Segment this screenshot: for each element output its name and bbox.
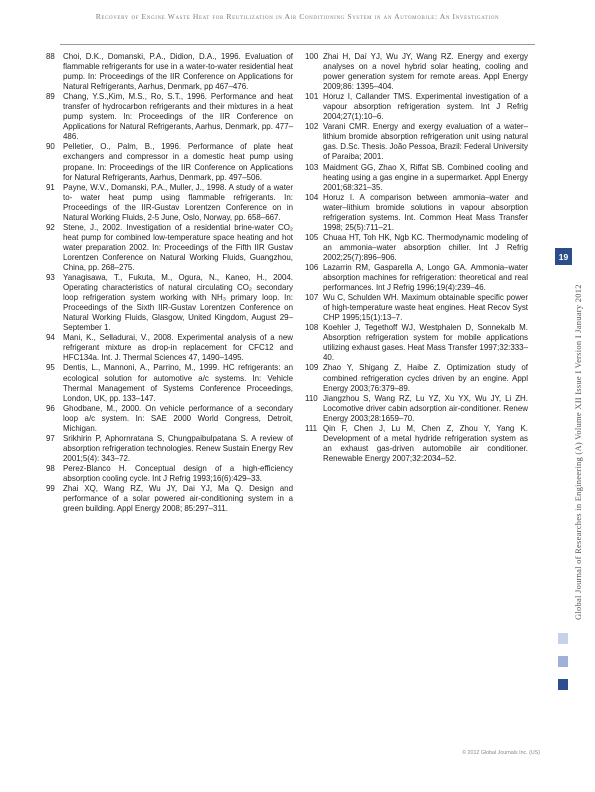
reference-text: Pelletier, O., Palm, B., 1996. Performance of plate heat exchangers and compressor in a domestic heat pump using propane. In: Proceedings of the IIR Conference on Applications for Natural Refrigerants, Aarhus, Denmark, pp. 497–506.	[63, 142, 293, 182]
reference-text: Dentis, L., Mannoni, A., Parrino, M., 1999. HC refrigerants: an ecological solution for automotive a/c systems. In: Vehicle Thermal Management of Systems Conference Proceedings, London, UK, pp. 133–147.	[63, 363, 293, 403]
reference-text: Maidment GG, Zhao X, Riffat SB. Combined cooling and heating using a gas engine in a supermarket. Appl Energy 2001;68:321–35.	[323, 162, 528, 192]
reference-number: 100	[305, 52, 319, 61]
references-left-column	[46, 52, 293, 514]
reference-entry	[46, 223, 293, 273]
reference-text: Jiangzhou S, Wang RZ, Lu YZ, Xu YX, Wu JY, Li ZH. Locomotive driver cabin adsorption air-conditioner. Renew Energy 2003;28:1659–70.	[323, 393, 528, 423]
reference-entry	[46, 484, 293, 514]
header-rule	[60, 44, 535, 45]
reference-number: 103	[305, 162, 319, 172]
reference-number: 98	[46, 463, 55, 473]
reference-entry	[46, 273, 293, 333]
reference-text: Horuz I. A comparison between ammonia–water and water–lithium bromide solutions in vapour absorption refrigeration systems. Int. Common Heat Mass Transfer 1998; 25(5):711–21.	[323, 192, 528, 232]
reference-number: 110	[305, 393, 318, 403]
reference-entry	[305, 263, 528, 293]
reference-entry	[46, 464, 293, 484]
reference-number: 108	[305, 323, 319, 333]
reference-text: Srikhirin P, Aphornratana S, Chungpaibulpatana S. A review of absorption refrigeration technologies. Renew Sustain Energy Rev 2001;5(4): 343–72.	[63, 433, 293, 463]
reference-number: 91	[46, 182, 55, 192]
reference-text: Yanagisawa, T., Fukuta, M., Ogura, N., Kaneo, H., 2004. Operating characteristics of natural circulating CO₂ secondary loop refrigeration system working with NH₃ primary loop. In: Proceedings of the Sixth IIR-Gustav Lorentzen Conference on Natural Working Fluids, Glasgow, United Kingdom, August 29– September 1.	[63, 273, 293, 333]
reference-text: Zhai H, Daí YJ, Wu JY, Wang RZ. Energy and exergy analyses on a novel hybrid solar heating, cooling and power generation system for remote areas. Appl Energy 2009;86: 1395–404.	[323, 52, 528, 92]
reference-number: 93	[46, 273, 55, 283]
reference-entry	[305, 92, 528, 122]
reference-text: Wu C, Schulden WH. Maximum obtainable specific power of high-temperature waste heat engines. Heat Recov Syst CHP 1995;15(1):13–7.	[323, 293, 528, 323]
reference-number: 105	[305, 232, 319, 242]
reference-text: Chang, Y.S.,Kim, M.S., Ro, S.T., 1996. Performance and heat transfer of hydrocarbon refrigerants and their mixtures in a heat pump system. In: Proceedings of the IIR Conference on Applications for Natural Refrigerants, Aarhus, Denmark, pp. 477–486.	[63, 92, 293, 142]
page-number-badge: 19	[555, 248, 572, 265]
references-right-column	[305, 52, 528, 464]
reference-entry	[46, 183, 293, 223]
reference-number: 104	[305, 192, 319, 202]
reference-entry	[305, 293, 528, 323]
reference-number: 88	[46, 52, 55, 61]
reference-text: Koehler J, Tegethoff WJ, Westphalen D, Sonnekalb M. Absorption refrigeration system for mobile applications utilizing exhaust gases. Heat Mass Transfer 1997;32:333–40.	[323, 323, 528, 363]
reference-text: Horuz I, Callander TMS. Experimental investigation of a vapour absorption refrigeration system. Int J Refrig 2004;27(1):10–6.	[323, 92, 528, 122]
reference-text: Zhao Y, Shigang Z, Haibe Z. Optimization study of combined refrigeration cycles driven by an engine. Appl Energy 2003;76:379–89.	[323, 363, 528, 393]
reference-text: Lazarrin RM, Gasparella A, Longo GA. Ammonia–water absorption machines for refrigeration: theoretical and real performances. Int J Refrig 1996;19(4):239–46.	[323, 262, 528, 293]
reference-text: Varani CMR. Energy and exergy evaluation of a water–lithium bromide absorption refrigeration unit using natural gas. D.Sc. Thesis. João Pessoa, Brazil: Federal University of Paraiba; 2001.	[323, 122, 528, 162]
reference-entry	[46, 404, 293, 434]
reference-number: 107	[305, 293, 319, 303]
reference-entry	[305, 122, 528, 162]
reference-text: Ghodbane, M., 2000. On vehicle performance of a secondary loop a/c system. In: SAE 2000 World Congress, Detroit, Michigan.	[63, 403, 293, 433]
reference-number: 97	[46, 433, 55, 443]
reference-text: Chuaa HT, Toh HK, Ngb KC. Thermodynamic modeling of an ammonia–water absorption chiller. Int J Refrig 2002;25(7):896–906.	[323, 232, 528, 262]
reference-entry	[305, 394, 528, 424]
reference-number: 106	[305, 262, 319, 272]
reference-entry	[46, 434, 293, 464]
reference-text: Choi, D.K., Domanski, P.A., Didion, D.A., 1996. Evaluation of flammable refrigerants for use in a water-to-water residential heat pump. In: Proceedings of the IIR Conference on Applications for Natural Refrigerants, Aarhus, Denmark, pp 467–476.	[63, 52, 293, 92]
reference-number: 109	[305, 363, 319, 373]
reference-number: 90	[46, 142, 55, 152]
decorative-square-light	[558, 633, 568, 644]
reference-text: Qin F, Chen J, Lu M, Chen Z, Zhou Y, Yang K. Development of a metal hydride refrigeration system as an exhaust gas-driven automobile air conditioner. Renewable Energy 2007;32:2034–52.	[323, 423, 528, 463]
decorative-square-mid	[558, 656, 568, 667]
reference-number: 95	[46, 363, 55, 373]
reference-entry	[46, 333, 293, 363]
reference-number: 89	[46, 92, 55, 102]
reference-entry	[46, 142, 293, 182]
decorative-square-dark	[558, 679, 568, 690]
reference-entry	[46, 92, 293, 142]
reference-entry	[305, 163, 528, 193]
reference-entry	[46, 363, 293, 403]
reference-number: 102	[305, 122, 319, 132]
reference-entry	[305, 424, 528, 464]
reference-entry	[305, 52, 528, 92]
reference-number: 94	[46, 333, 55, 343]
reference-entry	[305, 323, 528, 363]
reference-entry	[305, 363, 528, 393]
running-header: Recovery of Engine Waste Heat for Reutilization in Air Conditioning System in an Automobile: An Investigation	[95, 12, 500, 21]
footer-copyright: © 2012 Global Journals Inc. (US)	[462, 750, 540, 756]
reference-text: Payne, W.V., Domanski, P.A., Muller, J., 1998. A study of a water to- water heat pump using flammable refrigerants. In: Proceedings of the IIR-Gustav Lorentzen Conference on in Natural Working Fluids, 2-5 June, Oslo, Norway, pp. 658–667.	[63, 182, 293, 222]
reference-entry	[46, 52, 293, 92]
reference-entry	[305, 233, 528, 263]
reference-number: 96	[46, 403, 55, 413]
reference-text: Zhai XQ, Wang RZ, Wu JY, Dai YJ, Ma Q. Design and performance of a solar powered air-conditioning system in a green building. Appl Energy 2008; 85:297–311.	[63, 484, 293, 514]
reference-text: Stene, J., 2002. Investigation of a residential brine-water CO₂ heat pump for combined low-temperature space heating and hot water preparation 2002. In: Proceedings of the Fifth IIR Gustav Lorentzen Conference on Natural Working Fluids, Guangzhou, China, pp. 268–275.	[63, 222, 293, 272]
journal-info-vertical: Global Journal of Researches in Engineering (A) Volume XII Issue I Version I January 2012	[573, 284, 583, 620]
reference-text: Perez-Blanco H. Conceptual design of a high-efficiency absorption cooling cycle. Int J Refrig 1993;16(6):429–33.	[63, 463, 293, 483]
reference-entry	[305, 193, 528, 233]
reference-number: 99	[46, 484, 55, 494]
reference-text: Mani, K., Selladurai, V., 2008. Experimental analysis of a new refrigerant mixture as drop-in replacement for CFC12 and HFC134a. Int. J. Thermal Sciences 47, 1490–1495.	[63, 333, 293, 363]
reference-number: 111	[305, 423, 318, 433]
reference-number: 92	[46, 222, 55, 232]
reference-number: 101	[305, 92, 319, 102]
